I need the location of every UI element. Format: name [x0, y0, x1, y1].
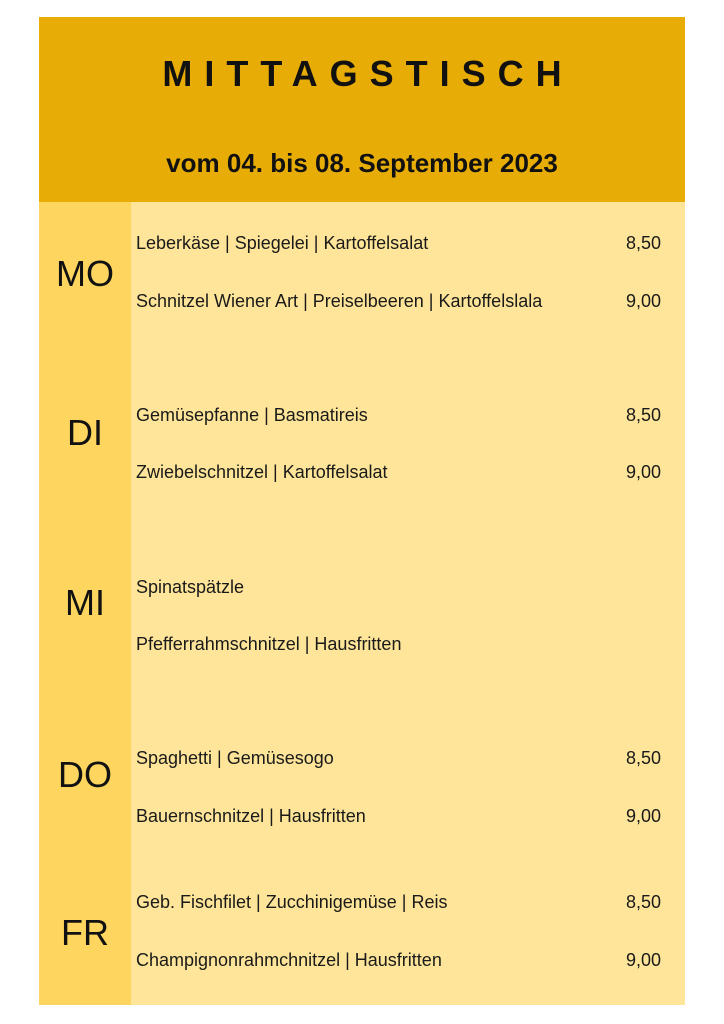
dish-fr-1: Geb. Fischfilet | Zucchinigemüse | Reis — [136, 892, 448, 912]
dish-fr-2: Champignonrahmchnitzel | Hausfritten — [136, 950, 442, 970]
price-mo-1: 8,50 — [625, 233, 661, 253]
dish-column — [131, 202, 685, 1005]
dish-mi-2: Pfefferrahmschnitzel | Hausfritten — [136, 634, 402, 654]
menu-header — [39, 17, 685, 202]
price-do-2: 9,00 — [625, 806, 661, 826]
dish-di-2: Zwiebelschnitzel | Kartoffelsalat — [136, 462, 388, 482]
day-label-mo: MO — [56, 253, 114, 294]
dish-mo-1: Leberkäse | Spiegelei | Kartoffelsalat — [136, 233, 429, 253]
day-label-fr: FR — [61, 912, 109, 953]
dish-mi-1: Spinatspätzle — [136, 577, 245, 597]
price-fr-2: 9,00 — [625, 950, 661, 970]
price-di-2: 9,00 — [625, 462, 661, 482]
price-do-1: 8,50 — [625, 748, 661, 768]
dish-mo-2: Schnitzel Wiener Art | Preiselbeeren | Kartoffelslala — [136, 291, 543, 311]
day-label-do: DO — [58, 754, 112, 795]
dish-do-1: Spaghetti | Gemüsesogo — [136, 748, 334, 768]
menu-card — [39, 17, 685, 1005]
price-di-1: 8,50 — [625, 405, 661, 425]
dish-do-2: Bauernschnitzel | Hausfritten — [136, 806, 366, 826]
menu-title: MITTAGSTISCH — [162, 53, 574, 94]
day-label-di: DI — [67, 412, 103, 453]
price-fr-1: 8,50 — [625, 892, 661, 912]
dish-di-1: Gemüsepfanne | Basmatireis — [136, 405, 368, 425]
day-label-mi: MI — [65, 582, 105, 623]
price-mo-2: 9,00 — [625, 291, 661, 311]
date-range: vom 04. bis 08. September 2023 — [166, 148, 558, 178]
